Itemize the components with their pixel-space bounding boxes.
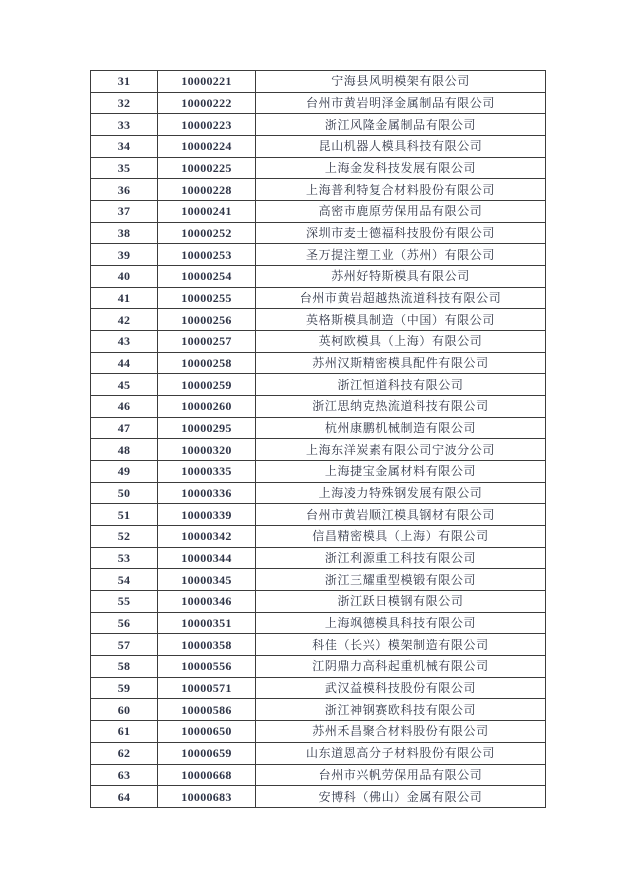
company-name-cell: 宁海县风明模架有限公司 (256, 71, 546, 93)
member-id-cell: 10000295 (158, 417, 256, 439)
row-number-cell: 54 (91, 569, 158, 591)
company-name-cell: 浙江风隆金属制品有限公司 (256, 114, 546, 136)
company-name-cell: 台州市黄岩超越热流道科技有限公司 (256, 287, 546, 309)
row-number-cell: 63 (91, 764, 158, 786)
table-row (91, 157, 546, 179)
row-number-cell: 53 (91, 547, 158, 569)
member-id-cell: 10000335 (158, 461, 256, 483)
table-row (91, 179, 546, 201)
table-row (91, 482, 546, 504)
table-row (91, 92, 546, 114)
row-number-cell: 43 (91, 331, 158, 353)
table-row (91, 71, 546, 93)
table-row (91, 309, 546, 331)
member-id-cell: 10000224 (158, 136, 256, 158)
company-name-cell: 上海金发科技发展有限公司 (256, 157, 546, 179)
table-row (91, 331, 546, 353)
company-name-cell: 上海普利特复合材料股份有限公司 (256, 179, 546, 201)
member-id-cell: 10000258 (158, 352, 256, 374)
company-name-cell: 英格斯模具制造（中国）有限公司 (256, 309, 546, 331)
table-row (91, 352, 546, 374)
company-name-cell: 高密市鹿原劳保用品有限公司 (256, 201, 546, 223)
table-row (91, 374, 546, 396)
member-id-cell: 10000346 (158, 591, 256, 613)
table-row (91, 612, 546, 634)
table-row (91, 461, 546, 483)
member-id-cell: 10000221 (158, 71, 256, 93)
row-number-cell: 34 (91, 136, 158, 158)
table-row (91, 266, 546, 288)
table-row (91, 287, 546, 309)
member-id-cell: 10000257 (158, 331, 256, 353)
table-row (91, 136, 546, 158)
row-number-cell: 37 (91, 201, 158, 223)
company-name-cell: 台州市兴帆劳保用品有限公司 (256, 764, 546, 786)
company-name-cell: 浙江神钢赛欧科技有限公司 (256, 699, 546, 721)
table-row (91, 504, 546, 526)
company-name-cell: 上海飒德模具科技有限公司 (256, 612, 546, 634)
row-number-cell: 39 (91, 244, 158, 266)
row-number-cell: 59 (91, 677, 158, 699)
table-row (91, 569, 546, 591)
row-number-cell: 45 (91, 374, 158, 396)
member-id-cell: 10000344 (158, 547, 256, 569)
row-number-cell: 35 (91, 157, 158, 179)
row-number-cell: 55 (91, 591, 158, 613)
company-name-cell: 上海捷宝金属材料有限公司 (256, 461, 546, 483)
table-row (91, 417, 546, 439)
row-number-cell: 32 (91, 92, 158, 114)
row-number-cell: 57 (91, 634, 158, 656)
company-name-cell: 浙江思纳克热流道科技有限公司 (256, 396, 546, 418)
table-row (91, 656, 546, 678)
row-number-cell: 60 (91, 699, 158, 721)
table-row (91, 201, 546, 223)
member-id-cell: 10000255 (158, 287, 256, 309)
row-number-cell: 44 (91, 352, 158, 374)
row-number-cell: 52 (91, 526, 158, 548)
member-id-cell: 10000228 (158, 179, 256, 201)
row-number-cell: 49 (91, 461, 158, 483)
row-number-cell: 56 (91, 612, 158, 634)
member-id-cell: 10000659 (158, 742, 256, 764)
table-row (91, 396, 546, 418)
row-number-cell: 50 (91, 482, 158, 504)
row-number-cell: 61 (91, 721, 158, 743)
member-id-cell: 10000586 (158, 699, 256, 721)
table-row (91, 677, 546, 699)
row-number-cell: 31 (91, 71, 158, 93)
table-row (91, 439, 546, 461)
table-row (91, 114, 546, 136)
company-name-cell: 浙江三耀重型模锻有限公司 (256, 569, 546, 591)
company-name-cell: 浙江利源重工科技有限公司 (256, 547, 546, 569)
table-row (91, 244, 546, 266)
member-id-cell: 10000222 (158, 92, 256, 114)
member-id-cell: 10000351 (158, 612, 256, 634)
table-row (91, 721, 546, 743)
company-name-cell: 杭州康鹏机械制造有限公司 (256, 417, 546, 439)
table-row (91, 547, 546, 569)
table-row (91, 786, 546, 808)
row-number-cell: 33 (91, 114, 158, 136)
table-row (91, 764, 546, 786)
table-row (91, 634, 546, 656)
member-id-cell: 10000683 (158, 786, 256, 808)
company-name-cell: 台州市黄岩明泽金属制品有限公司 (256, 92, 546, 114)
company-name-cell: 安博科（佛山）金属有限公司 (256, 786, 546, 808)
member-id-cell: 10000223 (158, 114, 256, 136)
member-list-table (90, 70, 546, 808)
company-name-cell: 台州市黄岩顺江模具钢材有限公司 (256, 504, 546, 526)
member-id-cell: 10000339 (158, 504, 256, 526)
row-number-cell: 47 (91, 417, 158, 439)
company-name-cell: 深圳市麦士德福科技股份有限公司 (256, 222, 546, 244)
member-id-cell: 10000254 (158, 266, 256, 288)
company-name-cell: 圣万提注塑工业（苏州）有限公司 (256, 244, 546, 266)
company-name-cell: 苏州汉斯精密模具配件有限公司 (256, 352, 546, 374)
member-id-cell: 10000336 (158, 482, 256, 504)
company-name-cell: 浙江跃日模钢有限公司 (256, 591, 546, 613)
row-number-cell: 36 (91, 179, 158, 201)
member-id-cell: 10000650 (158, 721, 256, 743)
member-id-cell: 10000260 (158, 396, 256, 418)
company-name-cell: 昆山机器人模具科技有限公司 (256, 136, 546, 158)
member-id-cell: 10000252 (158, 222, 256, 244)
member-id-cell: 10000571 (158, 677, 256, 699)
row-number-cell: 41 (91, 287, 158, 309)
member-id-cell: 10000668 (158, 764, 256, 786)
row-number-cell: 62 (91, 742, 158, 764)
table-row (91, 526, 546, 548)
member-id-cell: 10000358 (158, 634, 256, 656)
company-name-cell: 科佳（长兴）模架制造有限公司 (256, 634, 546, 656)
row-number-cell: 48 (91, 439, 158, 461)
member-list-table-body (91, 71, 546, 808)
member-id-cell: 10000556 (158, 656, 256, 678)
company-name-cell: 武汉益模科技股份有限公司 (256, 677, 546, 699)
row-number-cell: 46 (91, 396, 158, 418)
company-name-cell: 上海凌力特殊钢发展有限公司 (256, 482, 546, 504)
member-id-cell: 10000345 (158, 569, 256, 591)
row-number-cell: 42 (91, 309, 158, 331)
member-id-cell: 10000225 (158, 157, 256, 179)
company-name-cell: 浙江恒道科技有限公司 (256, 374, 546, 396)
table-row (91, 699, 546, 721)
member-id-cell: 10000342 (158, 526, 256, 548)
company-name-cell: 信昌精密模具（上海）有限公司 (256, 526, 546, 548)
row-number-cell: 38 (91, 222, 158, 244)
company-name-cell: 上海东洋炭素有限公司宁波分公司 (256, 439, 546, 461)
member-id-cell: 10000256 (158, 309, 256, 331)
company-name-cell: 苏州禾昌聚合材料股份有限公司 (256, 721, 546, 743)
company-name-cell: 英柯欧模具（上海）有限公司 (256, 331, 546, 353)
row-number-cell: 58 (91, 656, 158, 678)
company-name-cell: 江阴鼎力高科起重机械有限公司 (256, 656, 546, 678)
row-number-cell: 64 (91, 786, 158, 808)
member-id-cell: 10000241 (158, 201, 256, 223)
row-number-cell: 40 (91, 266, 158, 288)
company-name-cell: 苏州好特斯模具有限公司 (256, 266, 546, 288)
member-id-cell: 10000253 (158, 244, 256, 266)
company-name-cell: 山东道恩高分子材料股份有限公司 (256, 742, 546, 764)
row-number-cell: 51 (91, 504, 158, 526)
member-id-cell: 10000320 (158, 439, 256, 461)
table-row (91, 742, 546, 764)
table-row (91, 222, 546, 244)
member-id-cell: 10000259 (158, 374, 256, 396)
table-row (91, 591, 546, 613)
